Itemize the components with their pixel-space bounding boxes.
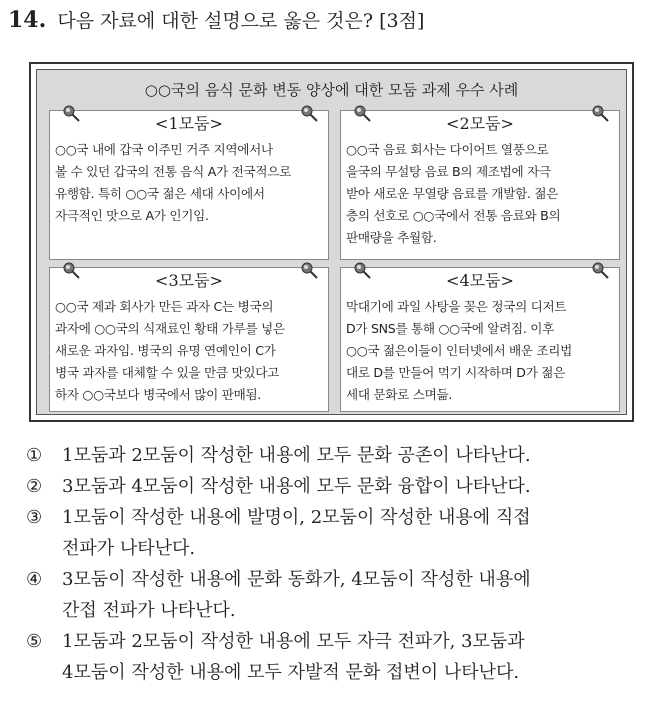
choice-5[interactable] [26,626,641,688]
group-text [50,294,328,406]
text-line: 자극적인 맛으로 A가 인기임. [55,208,209,223]
choice-text: 1모둠과 2모둠이 작성한 내용에 모두 문화 공존이 나타난다. [62,445,531,466]
resource-title: ○○국의 음식 문화 변동 양상에 대한 모둠 과제 우수 사례 [144,81,519,99]
resource-frame [29,62,634,422]
group-label: <1모둠> [155,114,223,133]
text-line: 대로 D를 만들어 먹기 시작하며 D가 젊은 [346,365,565,380]
text-line: 새로운 과자임. 병국의 유명 연예인이 C가 [55,343,276,358]
choice-mark: ③ [26,507,43,528]
resource-panel [36,69,627,415]
choice-3[interactable] [26,502,641,564]
group-text [341,137,619,249]
text-line: 층의 선호로 ○○국에서 전통 음료와 B의 [346,208,561,223]
choice-text: 1모둠과 2모둠이 작성한 내용에 모두 자극 전파가, 3모둠과 [62,631,525,652]
text-line: 세대 문화로 스며듦. [346,387,453,402]
choice-mark: ① [26,445,43,466]
text-line: 받아 새로운 무열량 음료를 개발함. 젊은 [346,186,559,201]
group-label: <2모둠> [446,114,514,133]
choice-mark: ④ [26,569,43,590]
text-line: 유행함. 특히 ○○국 젊은 세대 사이에서 [55,186,265,201]
choice-mark: ② [26,476,43,497]
text-line: ○○국 제과 회사가 만든 과자 C는 병국의 [55,299,274,314]
group-box-4 [340,267,620,412]
question-header [8,6,648,36]
text-line: 과자에 ○○국의 식재료인 황태 가루를 넣은 [55,321,285,336]
choice-text: 3모둠이 작성한 내용에 문화 동화가, 4모둠이 작성한 내용에 [62,569,531,590]
choice-text: 1모둠이 작성한 내용에 발명이, 2모둠이 작성한 내용에 직접 [62,507,531,528]
text-line: D가 SNS를 통해 ○○국에 알려짐. 이후 [346,321,555,336]
text-line: 병국 과자를 대체할 수 있을 만큼 맛있다고 [55,365,279,380]
choice-text-cont: 4모둠이 작성한 내용에 모두 자발적 문화 접변이 나타난다. [62,662,520,683]
choice-text-cont: 간접 전파가 나타난다. [62,600,236,621]
text-line: ○○국 음료 회사는 다이어트 열풍으로 [346,142,549,157]
answer-choices [26,440,641,688]
group-text [50,137,328,227]
choice-text-cont: 전파가 나타난다. [62,538,196,559]
choice-2[interactable] [26,471,641,502]
group-label: <4모둠> [446,271,514,290]
text-line: 막대기에 과일 사탕을 꽂은 정국의 디저트 [346,299,567,314]
choice-text: 3모둠과 4모둠이 작성한 내용에 모두 문화 융합이 나타난다. [62,476,531,497]
question-text: 다음 자료에 대한 설명으로 옳은 것은? [3점] [57,10,425,32]
text-line: 을국의 무설탕 음료 B의 제조법에 자극 [346,164,551,179]
group-box-1 [49,110,329,260]
choice-mark: ⑤ [26,631,43,652]
text-line: 하자 ○○국보다 병국에서 많이 판매됨. [55,387,262,402]
text-line: ○○국 젊은이들이 인터넷에서 배운 조리법 [346,343,573,358]
text-line: 판매량을 추월함. [346,230,437,245]
group-box-2 [340,110,620,260]
choice-4[interactable] [26,564,641,626]
group-box-3 [49,267,329,412]
text-line: ○○국 내에 갑국 이주민 거주 지역에서나 [55,142,273,157]
text-line: 볼 수 있던 갑국의 전통 음식 A가 전국적으로 [55,164,291,179]
group-text [341,294,619,406]
question-number: 14. [8,7,47,33]
choice-1[interactable] [26,440,641,471]
group-label: <3모둠> [155,271,223,290]
